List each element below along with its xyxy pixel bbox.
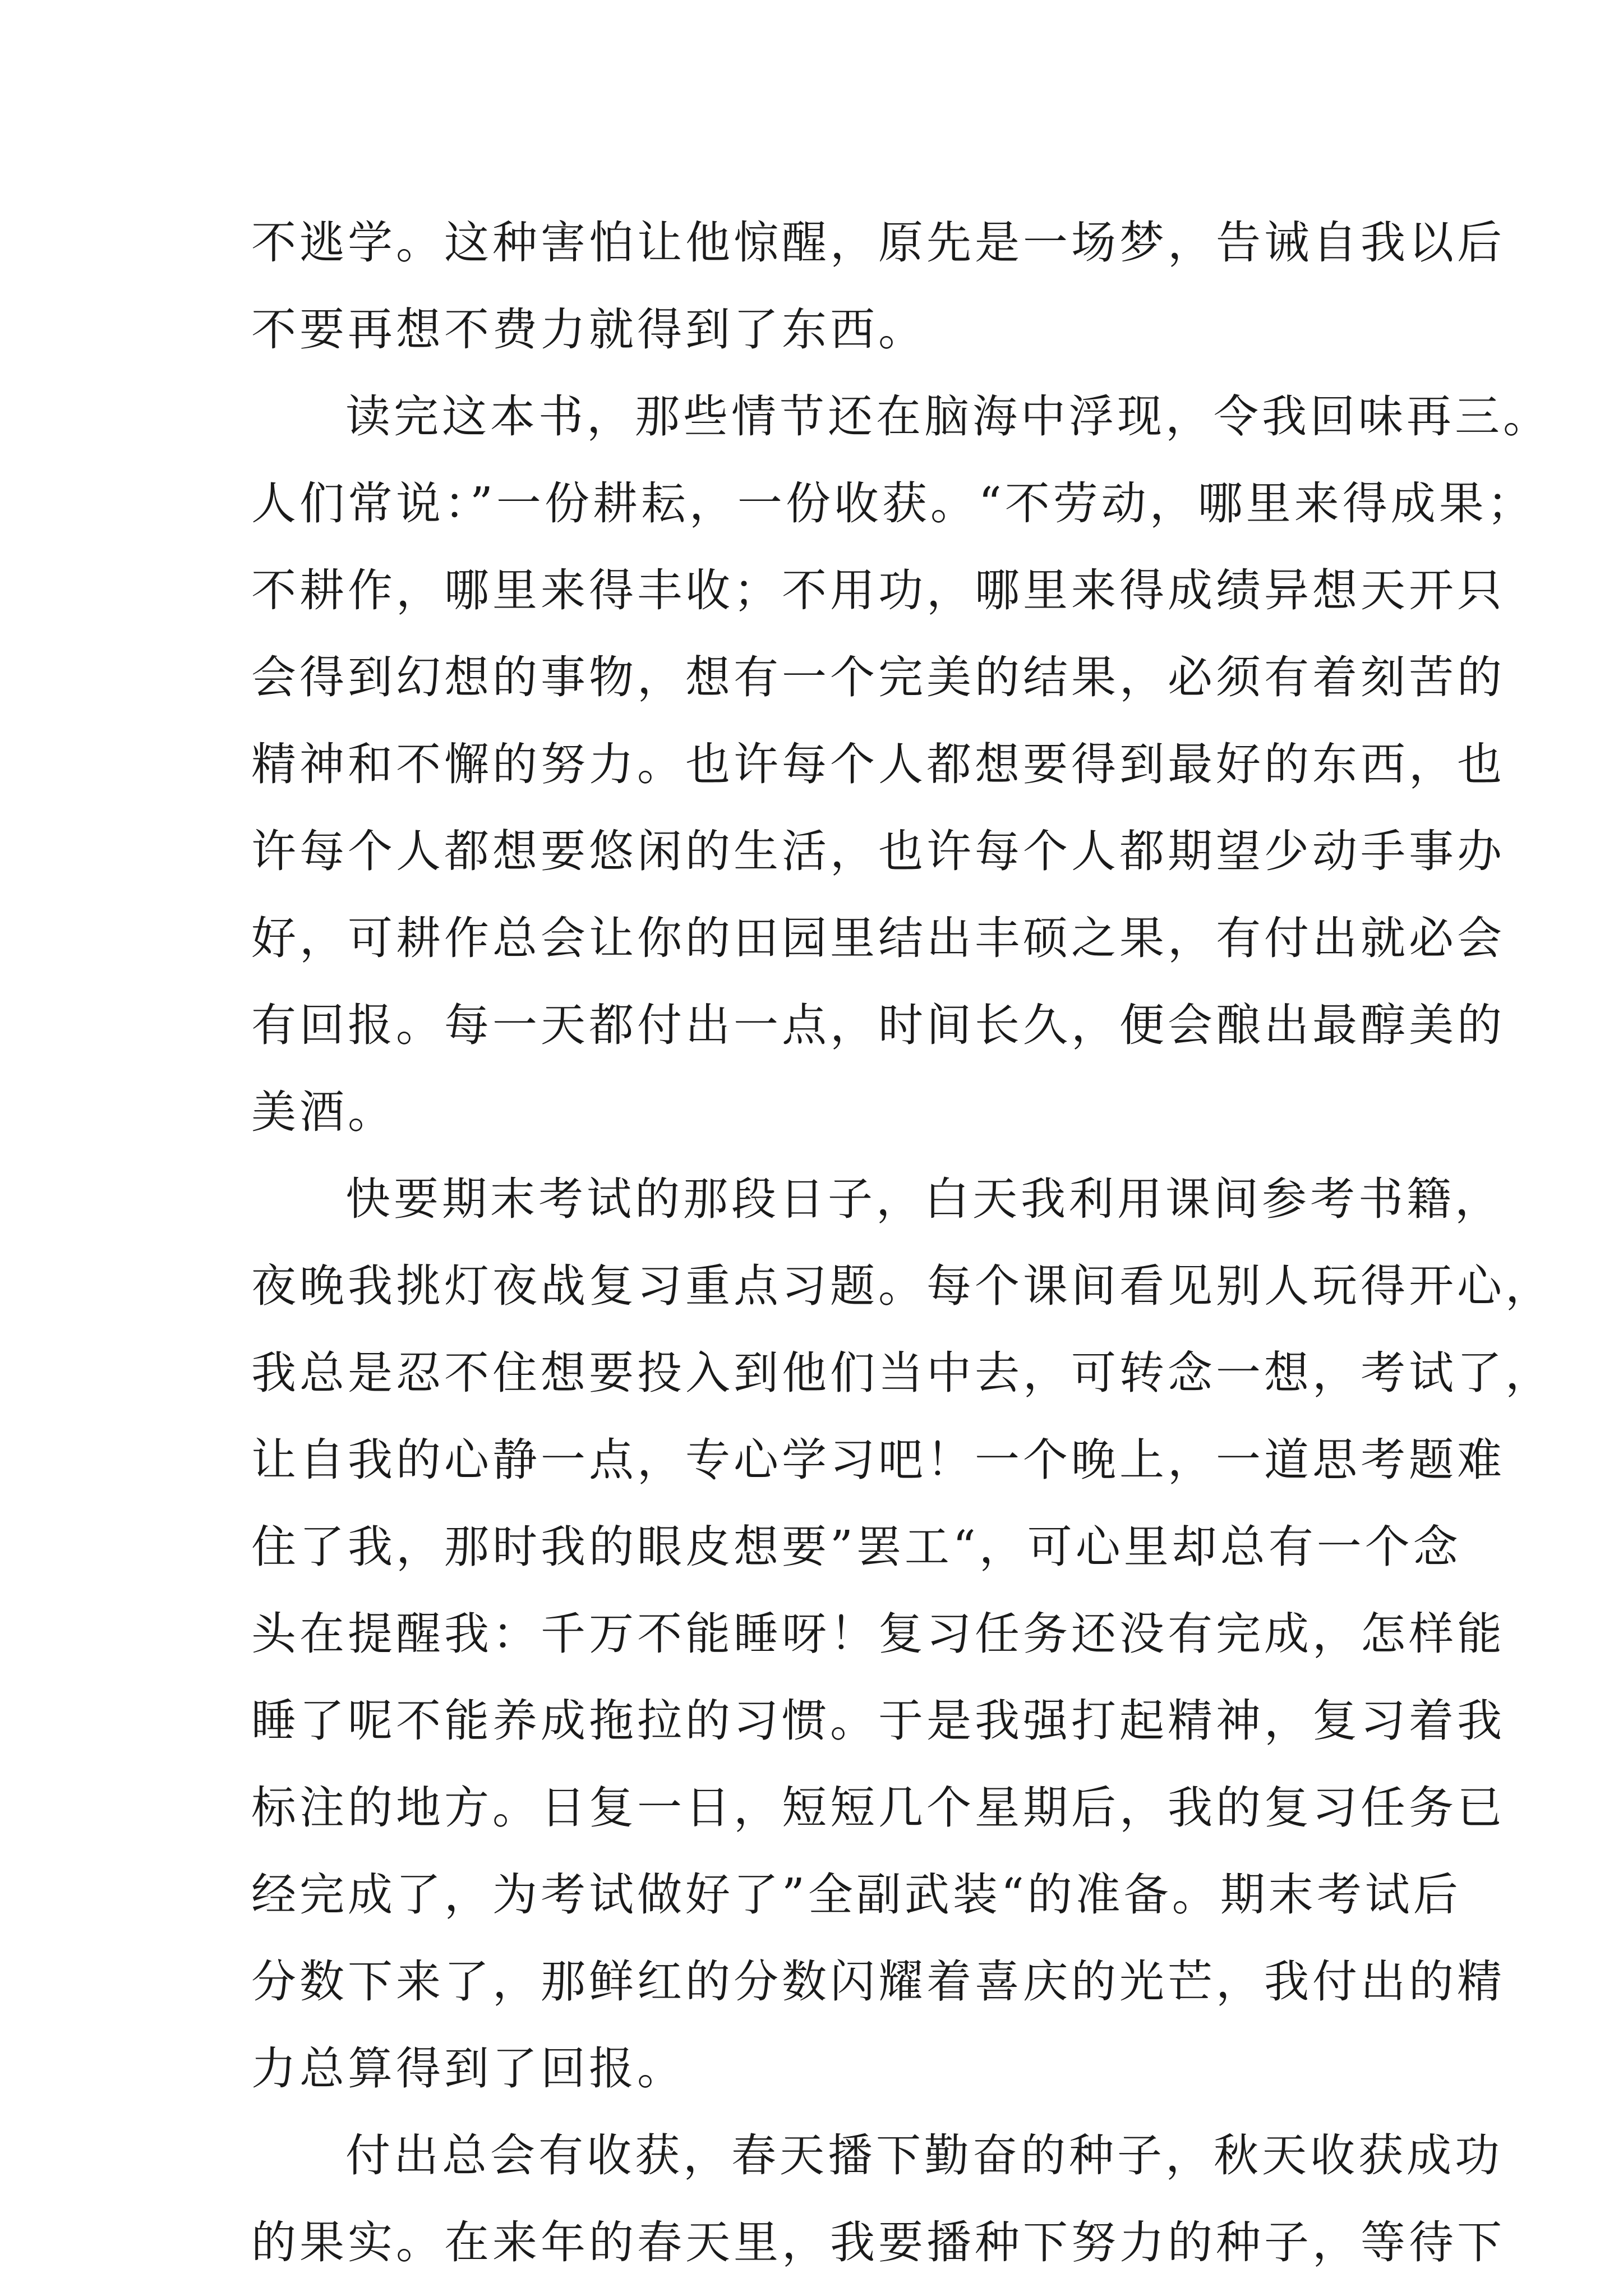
- text-line: 力总算得到了回报。: [251, 2042, 685, 2095]
- text-line: 的果实。在来年的春天里，我要播种下努力的种子，等待下: [251, 2216, 1505, 2269]
- text-line: 经完成了，为考试做好了”全副武装“的准备。期末考试后: [251, 1869, 1461, 1921]
- text-line: 睡了呢不能养成拖拉的习惯。于是我强打起精神，复习着我: [251, 1695, 1505, 1747]
- text-line: 快要期末考试的那段日子，白天我利用课间参考书籍，: [345, 1173, 1503, 1225]
- text-line: 付出总会有收获，春天播下勤奋的种子，秋天收获成功: [345, 2129, 1503, 2182]
- text-line: 许每个人都想要悠闲的生活，也许每个人都期望少动手事办: [251, 825, 1505, 877]
- text-line: 夜晚我挑灯夜战复习重点习题。每个课间看见别人玩得开心，: [251, 1260, 1553, 1312]
- text-line: 标注的地方。日复一日，短短几个星期后，我的复习任务已: [251, 1782, 1505, 1834]
- text-line: 不要再想不费力就得到了东西。: [251, 303, 926, 356]
- text-line: 有回报。每一天都付出一点，时间长久，便会酿出最醇美的: [251, 999, 1505, 1051]
- text-line: 让自我的心静一点，专心学习吧！一个晚上，一道思考题难: [251, 1434, 1505, 1486]
- text-line: 会得到幻想的事物，想有一个完美的结果，必须有着刻苦的: [251, 651, 1505, 703]
- paragraph-3: [251, 1156, 1553, 2112]
- text-line: 我总是忍不住想要投入到他们当中去，可转念一想，考试了，: [251, 1347, 1553, 1399]
- text-line: 精神和不懈的努力。也许每个人都想要得到最好的东西，也: [251, 738, 1505, 790]
- text-line: 美酒。: [251, 1086, 396, 1138]
- paragraph-4: [251, 2112, 1505, 2286]
- paragraph-1: [251, 199, 1505, 373]
- text-line: 住了我，那时我的眼皮想要”罢工“，可心里却总有一个念: [251, 1521, 1461, 1573]
- document-body: [251, 199, 1553, 2286]
- text-line: 分数下来了，那鲜红的分数闪耀着喜庆的光芒，我付出的精: [251, 1955, 1505, 2008]
- text-line: 头在提醒我：千万不能睡呀！复习任务还没有完成，怎样能: [251, 1608, 1505, 1660]
- text-line: 读完这本书，那些情节还在脑海中浮现，令我回味再三。: [345, 390, 1551, 443]
- paragraph-2: [251, 373, 1551, 1156]
- text-line: 不逃学。这种害怕让他惊醒，原先是一场梦，告诫自我以后: [251, 217, 1505, 269]
- text-line: 人们常说：”一份耕耘，一份收获。“不劳动，哪里来得成果；: [251, 477, 1536, 530]
- text-line: 不耕作，哪里来得丰收；不用功，哪里来得成绩异想天开只: [251, 564, 1505, 616]
- text-line: 好，可耕作总会让你的田园里结出丰硕之果，有付出就必会: [251, 912, 1505, 964]
